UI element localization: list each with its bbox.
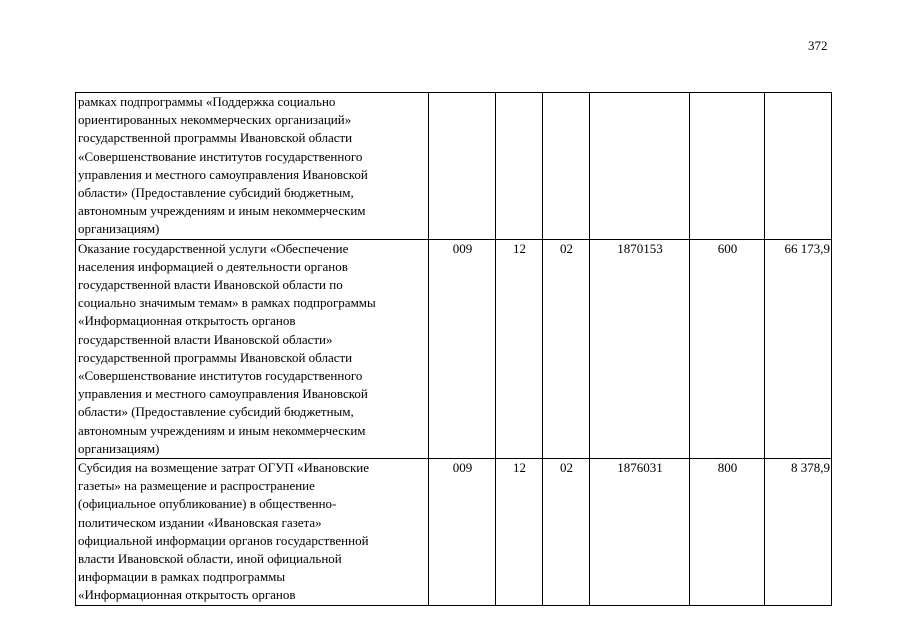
- section-code: 12: [496, 239, 543, 458]
- row-description: Субсидия на возмещение затрат ОГУП «Ивановские газеты» на размещение и распространение (официальное опубликование) в общественно- политическом издании «Ивановская газета» официальной информации органов государственной власти Ивановской области, иной официальной информации в рамках подпрограммы «Информационная открытость органов: [76, 459, 429, 606]
- target-article-code: 1876031: [590, 459, 690, 606]
- table-row: [76, 239, 832, 458]
- table-row: [76, 93, 832, 240]
- target-article-code: [590, 93, 690, 240]
- ministry-code: [429, 93, 496, 240]
- ministry-code: 009: [429, 239, 496, 458]
- table-row: [76, 459, 832, 606]
- target-article-code: 1870153: [590, 239, 690, 458]
- expense-type-code: 800: [690, 459, 765, 606]
- subsection-code: 02: [543, 459, 590, 606]
- section-code: 12: [496, 459, 543, 606]
- row-description: Оказание государственной услуги «Обеспечение населения информацией о деятельности органов государственной власти Ивановской области по социально значимым темам» в рамках подпрограммы «Информационная открытость органов государственной власти Ивановской области» государственной программы Ивановской области «Совершенствование институтов государственного управления и местного самоуправления Ивановской области» (Предоставление субсидий бюджетным, автономным учреждениям и иным некоммерческим организациям): [76, 239, 429, 458]
- section-code: [496, 93, 543, 240]
- expense-type-code: [690, 93, 765, 240]
- subsection-code: [543, 93, 590, 240]
- budget-table: [75, 92, 832, 606]
- expense-type-code: 600: [690, 239, 765, 458]
- row-description: рамках подпрограммы «Поддержка социально ориентированных некоммерческих организаций» государственной программы Ивановской области «Совершенствование институтов государственного управления и местного самоуправления Ивановской области» (Предоставление субсидий бюджетным, автономным учреждениям и иным некоммерческим организациям): [76, 93, 429, 240]
- ministry-code: 009: [429, 459, 496, 606]
- amount-value: [765, 93, 832, 240]
- amount-value: 8 378,9: [765, 459, 832, 606]
- subsection-code: 02: [543, 239, 590, 458]
- amount-value: 66 173,9: [765, 239, 832, 458]
- page-number: 372: [808, 38, 828, 53]
